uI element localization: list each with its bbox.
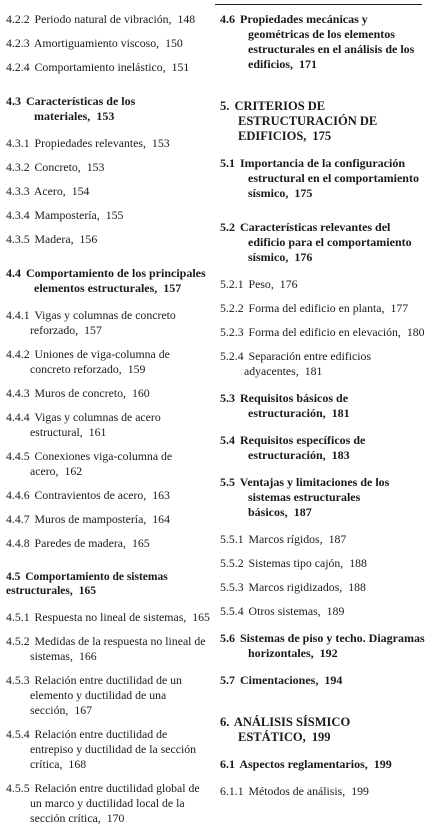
toc-section: 5.4 Requisitos específicos de estructuración, 183 [220,433,366,462]
toc-entry: 5.5.1 Marcos rígidos, 187 [220,532,347,546]
toc-entry: 4.5.5 Relación entre ductilidad global de un marco y ductilidad local de la sección crítica, 170 [6,781,200,825]
top-rule [215,4,422,5]
toc-entry: 4.3.1 Propiedades relevantes, 153 [6,136,170,150]
toc-entry: 4.4.8 Paredes de madera, 165 [6,536,150,550]
toc-section: 5.5 Ventajas y limitaciones de los sistemas estructurales básicos, 187 [220,475,390,519]
toc-chapter: 6. ANÁLISIS SÍSMICO ESTÁTICO, 199 [220,715,351,744]
toc-entry: 4.4.4 Vigas y columnas de acero estructural, 161 [6,410,161,439]
toc-entry: 4.5.1 Respuesta no lineal de sistemas, 165 [6,610,210,624]
toc-entry: 5.2.1 Peso, 176 [220,277,298,291]
toc-entry: 4.2.4 Comportamiento inelástico, 151 [6,60,190,74]
toc-entry: 4.3.3 Acero, 154 [6,184,90,198]
toc-entry: 4.3.5 Madera, 156 [6,232,98,246]
toc-right-column [220,12,425,808]
toc-section: 5.2 Características relevantes del edificio para el comportamiento sísmico, 176 [220,220,412,264]
toc-entry: 5.5.4 Otros sistemas, 189 [220,604,345,618]
toc-entry: 6.1.1 Métodos de análisis, 199 [220,784,369,798]
toc-entry: 4.4.2 Uniones de viga-columna de concreto reforzado, 159 [6,347,170,376]
toc-entry: 4.5.3 Relación entre ductilidad de un elemento y ductilidad de una sección, 167 [6,673,182,717]
toc-section: 5.7 Cimentaciones, 194 [220,673,343,687]
toc-section: 4.5 Comportamiento de sistemas estructurales, 165 [6,571,168,597]
toc-left-column [6,12,211,835]
toc-entry: 4.4.5 Conexiones viga-columna de acero, 162 [6,449,173,478]
toc-entry: 5.2.2 Forma del edificio en planta, 177 [220,301,409,315]
toc-entry: 4.4.3 Muros de concreto, 160 [6,386,150,400]
toc-section: 5.6 Sistemas de piso y techo. Diagramas horizontales, 192 [220,631,425,660]
toc-section: 4.3 Características de los materiales, 153 [6,94,136,123]
toc-section: 5.3 Requisitos básicos de estructuración, 181 [220,391,350,420]
toc-entry: 5.5.2 Sistemas tipo cajón, 188 [220,556,367,570]
toc-entry: 4.5.2 Medidas de la respuesta no lineal de sistemas, 166 [6,634,206,663]
toc-section: 5.1 Importancia de la configuración estructural en el comportamiento sísmico, 175 [220,156,419,200]
toc-chapter: 5. CRITERIOS DE ESTRUCTURACIÓN DE EDIFICIOS, 175 [220,99,378,143]
toc-entry: 4.4.7 Muros de mampostería, 164 [6,512,170,526]
toc-entry: 4.4.6 Contravientos de acero, 163 [6,488,170,502]
toc-section: 6.1 Aspectos reglamentarios, 199 [220,757,392,771]
toc-entry: 5.5.3 Marcos rigidizados, 188 [220,580,366,594]
toc-entry: 4.3.2 Concreto, 153 [6,160,105,174]
toc-entry: 4.4.1 Vigas y columnas de concreto reforzado, 157 [6,308,176,337]
toc-entry: 4.2.3 Amortiguamiento viscoso, 150 [6,36,183,50]
toc-section: 4.6 Propiedades mecánicas y geométricas de los elementos estructurales en el análisis de los edificios, 171 [220,12,415,71]
toc-entry: 4.2.2 Periodo natural de vibración, 148 [6,12,196,26]
toc-entry: 4.5.4 Relación entre ductilidad de entrepiso y ductilidad de la sección crítica, 168 [6,727,197,771]
toc-entry: 5.2.4 Separación entre edificios adyacentes, 181 [220,349,372,378]
toc-entry: 4.3.4 Mampostería, 155 [6,208,124,222]
toc-section: 4.4 Comportamiento de los principales elementos estructurales, 157 [6,266,206,295]
toc-entry: 5.2.3 Forma del edificio en elevación, 180 [220,325,425,339]
